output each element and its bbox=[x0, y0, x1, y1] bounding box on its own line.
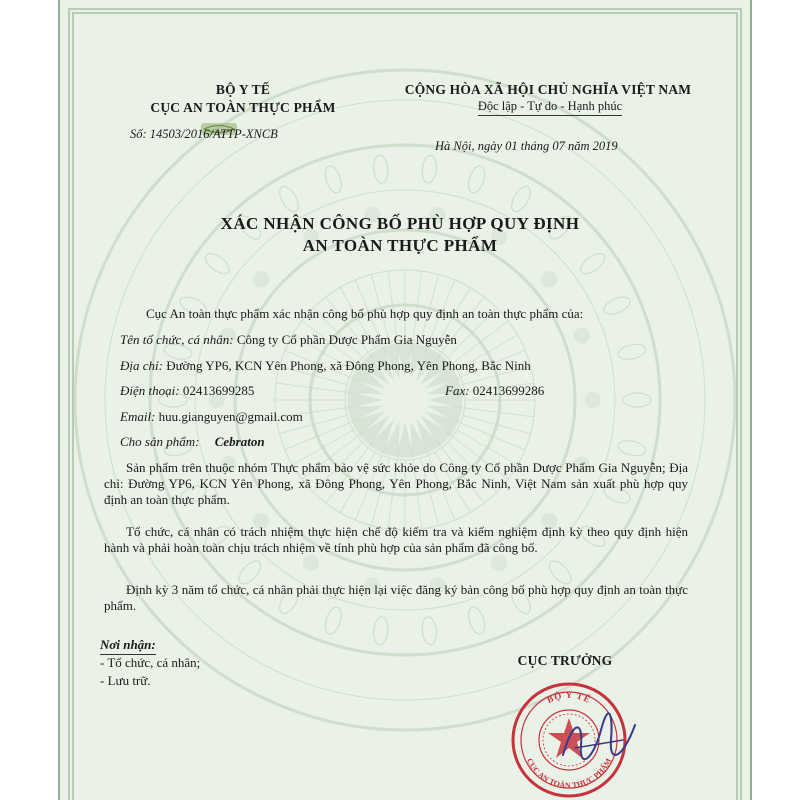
fax-label: Fax: bbox=[445, 383, 470, 398]
svg-text:BỘ Y TẾ: BỘ Y TẾ bbox=[545, 689, 593, 705]
national-motto bbox=[430, 99, 670, 116]
intro-text: Cục An toàn thực phẩm xác nhận công bố phù hợp quy định an toàn thực phẩm của: bbox=[146, 306, 584, 321]
document-title-line1: XÁC NHẬN CÔNG BỐ PHÙ HỢP QUY ĐỊNH bbox=[220, 214, 580, 233]
product-label: Cho sản phẩm: bbox=[120, 434, 200, 449]
email-value: huu.gianguyen@gmail.com bbox=[158, 409, 303, 424]
paragraph-product-group: Sản phẩm trên thuộc nhóm Thực phẩm bảo vệ sức khỏe do Công ty Cổ phần Dược Phẩm Gia Nguyễn; Địa chỉ: Đường YP6, KCN Yên Phong, xã Đông Phong, Yên Phong, Bắc Ninh, Việt Nam sản xuất phù hợp quy định an toàn thực phẩm. bbox=[104, 460, 688, 507]
document-number-text: Số: 14503/2016/ATTP-XNCB bbox=[130, 127, 278, 141]
product-value: Cebraton bbox=[214, 434, 265, 449]
address-label: Địa chỉ: bbox=[120, 358, 163, 373]
document-number bbox=[130, 127, 278, 142]
recipient-item: - Lưu trữ. bbox=[100, 673, 151, 688]
fax-row bbox=[445, 383, 544, 399]
handwritten-signature bbox=[553, 700, 643, 770]
certificate-paper bbox=[58, 0, 752, 800]
org-row bbox=[120, 332, 457, 348]
recipient-item: - Tổ chức, cá nhân; bbox=[100, 655, 201, 670]
department-name: CỤC AN TOÀN THỰC PHẨM bbox=[150, 100, 336, 115]
org-label: Tên tổ chức, cá nhân: bbox=[120, 332, 234, 347]
svg-text:CỤC AN TOÀN THỰC PHẨM: CỤC AN TOÀN THỰC PHẨM bbox=[524, 756, 614, 791]
phone-label: Điện thoại: bbox=[120, 383, 180, 398]
paragraph-renewal: Định kỳ 3 năm tổ chức, cá nhân phải thực hiện lại việc đăng ký bản công bố phù hợp quy định an toàn thực phẩm. bbox=[104, 582, 688, 613]
recipients-label bbox=[100, 637, 156, 655]
phone-value: 02413699285 bbox=[182, 383, 255, 398]
product-row bbox=[120, 434, 265, 450]
recipients-label-text: Nơi nhận: bbox=[100, 637, 156, 655]
email-row bbox=[120, 409, 303, 425]
phone-row bbox=[120, 383, 254, 399]
email-label: Email: bbox=[120, 409, 156, 424]
fax-value: 02413699286 bbox=[472, 383, 545, 398]
paragraph-responsibility: Tổ chức, cá nhân có trách nhiệm thực hiện chế độ kiểm tra và kiểm nghiệm định kỳ theo quy định hiện hành và phải hoàn toàn chịu trách nhiệm về tính phù hợp của sản phẩm đã công bố. bbox=[104, 524, 688, 555]
ministry-name: BỘ Y TẾ bbox=[215, 82, 271, 97]
org-value: Công ty Cổ phần Dược Phẩm Gia Nguyễn bbox=[236, 332, 457, 347]
national-motto-text: Độc lập - Tự do - Hạnh phúc bbox=[478, 99, 622, 116]
country-name: CỘNG HÒA XÃ HỘI CHỦ NGHĨA VIỆT NAM bbox=[404, 82, 692, 97]
signer-title: CỤC TRƯỞNG bbox=[517, 653, 613, 668]
address-row bbox=[120, 358, 531, 374]
issue-date: Hà Nội, ngày 01 tháng 07 năm 2019 bbox=[435, 139, 618, 153]
document-title-line2: AN TOÀN THỰC PHẨM bbox=[302, 236, 498, 255]
address-value: Đường YP6, KCN Yên Phong, xã Đông Phong, Yên Phong, Bắc Ninh bbox=[166, 358, 531, 373]
